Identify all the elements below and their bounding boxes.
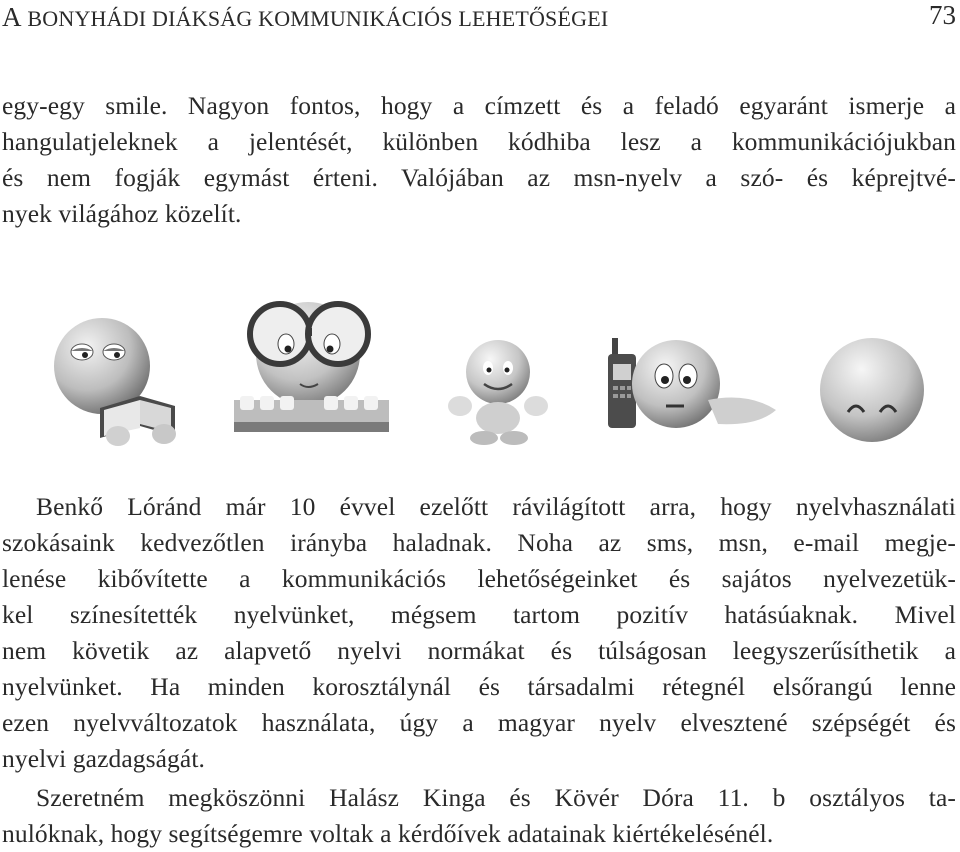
paragraph-acknowledgement [2, 780, 956, 852]
text-line: ezen nyelvváltozatok használata, úgy a magyar nyelv elvesztené szépségét és [2, 708, 956, 737]
text-line: nem követik az alapvető nyelvi normákat és túlságosan leegyszerűsíthetik a [2, 636, 956, 665]
chapter-title: A BONYHÁDI DIÁKSÁG KOMMUNIKÁCIÓS LEHETŐSÉGEI [2, 2, 609, 32]
phone-talking-emoticon-icon [608, 330, 783, 440]
emoticon-row [0, 290, 960, 450]
text-line: nyek világához közelít. [2, 199, 242, 228]
text-line: lenése kibővítette a kommunikációs lehetőségeinket és sajátos nyelvezetük- [2, 564, 956, 593]
text-line: Szeretném megköszönni Halász Kinga és Kövér Dóra 11. b osztályos ta- [36, 783, 956, 812]
closed-eyes-emoticon-icon [808, 336, 938, 448]
paragraph-intro [2, 88, 956, 232]
text-line: Benkő Lóránd már 10 évvel ezelőtt rávilágított arra, hogy nyelvhasználati [36, 492, 956, 521]
text-line: szokásaink kedvezőtlen irányba haladnak. Noha az sms, msn, e-mail megje- [2, 528, 956, 557]
glasses-typing-emoticon-icon [228, 292, 393, 442]
text-line: nyelvünket. Ha minden korosztálynál és társadalmi rétegnél elsőrangú lenne [2, 672, 956, 701]
text-line: kel színesítették nyelvünket, mégsem tartom pozitív hatásúaknak. Mivel [2, 600, 956, 629]
text-line: egy-egy smile. Nagyon fontos, hogy a címzett és a feladó egyaránt ismerje a [2, 91, 956, 120]
text-line: és nem fogják egymást érteni. Valójában az msn-nyelv a szó- és képrejtvé- [2, 163, 956, 192]
text-line: nulóknak, hogy segítségemre voltak a kérdőívek adatainak kiértékelésénél. [2, 819, 774, 848]
page-number: 73 [929, 0, 956, 30]
reading-book-emoticon-icon [40, 308, 210, 456]
text-line: hangulatjeleknek a jelentését, különben kódhiba lesz a kommunikációjukban [2, 127, 956, 156]
smiling-standing-emoticon-icon [440, 334, 560, 446]
text-line: nyelvi gazdagságát. [2, 744, 205, 773]
paragraph-benko [2, 489, 956, 777]
running-header [0, 2, 960, 32]
